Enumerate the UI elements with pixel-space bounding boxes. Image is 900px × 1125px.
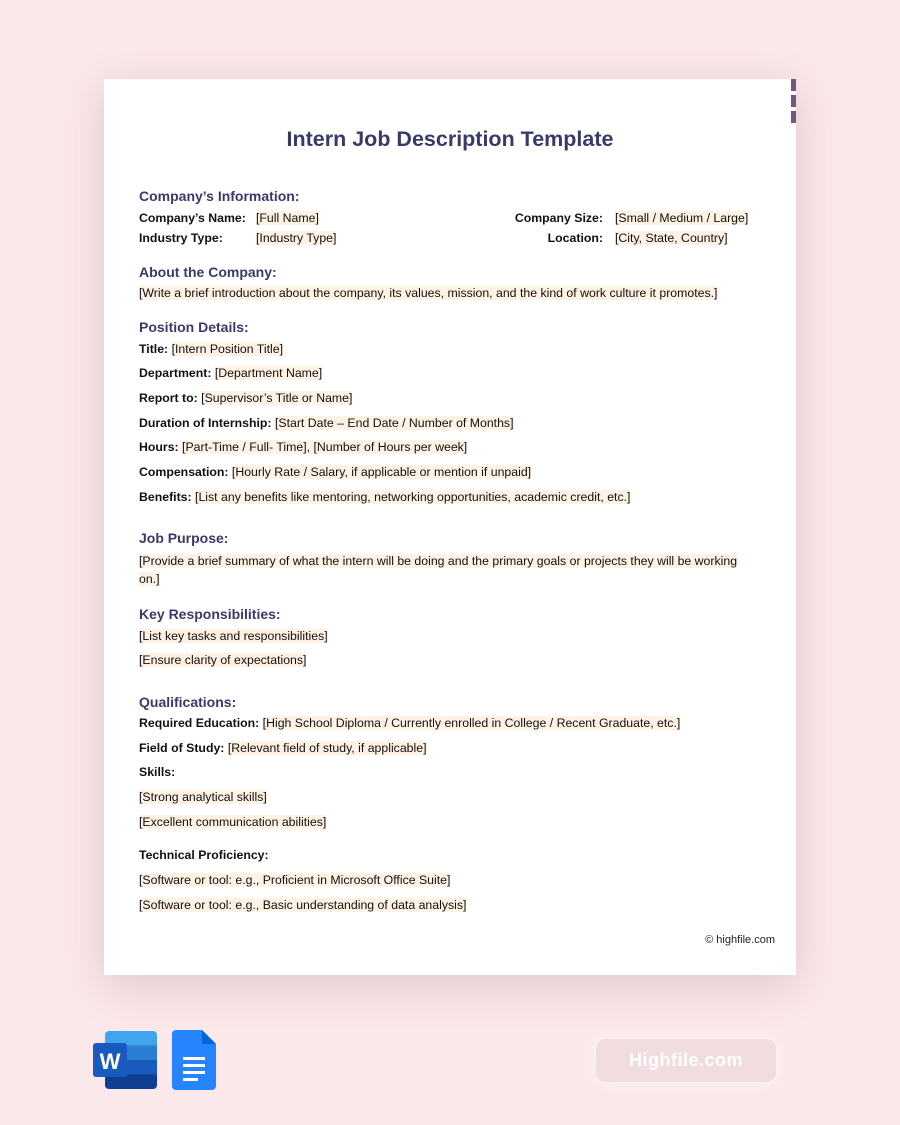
skills-label: Skills: bbox=[139, 765, 176, 779]
technical-proficiency-label: Technical Proficiency: bbox=[139, 848, 269, 862]
job-purpose-heading: Job Purpose: bbox=[139, 530, 229, 546]
position-title-row: Title: [Intern Position Title] bbox=[139, 342, 283, 356]
qualifications-heading: Qualifications: bbox=[139, 694, 237, 710]
google-docs-icon bbox=[172, 1030, 216, 1090]
position-hours-row: Hours: [Part-Time / Full- Time], [Number of Hours per week] bbox=[139, 440, 468, 454]
position-details-heading: Position Details: bbox=[139, 319, 249, 335]
highfile-brand-button[interactable]: Highfile.com bbox=[596, 1039, 776, 1082]
position-department-row: Department: [Department Name] bbox=[139, 366, 323, 380]
page-corner-marks bbox=[791, 79, 796, 127]
document-page bbox=[104, 79, 796, 975]
microsoft-word-icon bbox=[93, 1031, 157, 1089]
company-name-value: [Full Name] bbox=[256, 211, 319, 225]
technical-item: [Software or tool: e.g., Proficient in Microsoft Office Suite] bbox=[139, 873, 451, 887]
position-report-to-row: Report to: [Supervisor’s Title or Name] bbox=[139, 391, 353, 405]
responsibility-item: [List key tasks and responsibilities] bbox=[139, 629, 328, 643]
about-company-text: [Write a brief introduction about the company, its values, mission, and the kind of work culture it promotes.] bbox=[139, 286, 718, 300]
company-size-label: Company Size: bbox=[514, 211, 603, 225]
word-icon-letter: W bbox=[99, 1049, 121, 1074]
skill-item: [Excellent communication abilities] bbox=[139, 815, 327, 829]
responsibility-item: [Ensure clarity of expectations] bbox=[139, 653, 307, 667]
about-company-heading: About the Company: bbox=[139, 264, 277, 280]
key-responsibilities-heading: Key Responsibilities: bbox=[139, 606, 281, 622]
field-of-study-row: Field of Study: [Relevant field of study, if applicable] bbox=[139, 741, 427, 755]
required-education-row: Required Education: [High School Diploma / Currently enrolled in College / Recent Graduate, etc.] bbox=[139, 716, 681, 730]
location-label: Location: bbox=[547, 231, 603, 245]
copyright-notice: © highfile.com bbox=[705, 934, 775, 946]
company-name-label: Company’s Name: bbox=[139, 211, 246, 225]
company-size-value: [Small / Medium / Large] bbox=[615, 211, 749, 225]
job-purpose-text: [Provide a brief summary of what the intern will be doing and the primary goals or projects they will be working on.] bbox=[139, 554, 738, 586]
document-title: Intern Job Description Template bbox=[286, 127, 614, 151]
skill-item: [Strong analytical skills] bbox=[139, 790, 267, 804]
position-duration-row: Duration of Internship: [Start Date – End Date / Number of Months] bbox=[139, 416, 514, 430]
technical-item: [Software or tool: e.g., Basic understanding of data analysis] bbox=[139, 898, 467, 912]
industry-type-value: [Industry Type] bbox=[256, 231, 337, 245]
industry-type-label: Industry Type: bbox=[139, 231, 223, 245]
position-benefits-row: Benefits: [List any benefits like mentoring, networking opportunities, academic credit, etc.] bbox=[139, 490, 631, 504]
location-value: [City, State, Country] bbox=[615, 231, 728, 245]
company-info-heading: Company’s Information: bbox=[139, 188, 300, 204]
position-compensation-row: Compensation: [Hourly Rate / Salary, if applicable or mention if unpaid] bbox=[139, 465, 532, 479]
